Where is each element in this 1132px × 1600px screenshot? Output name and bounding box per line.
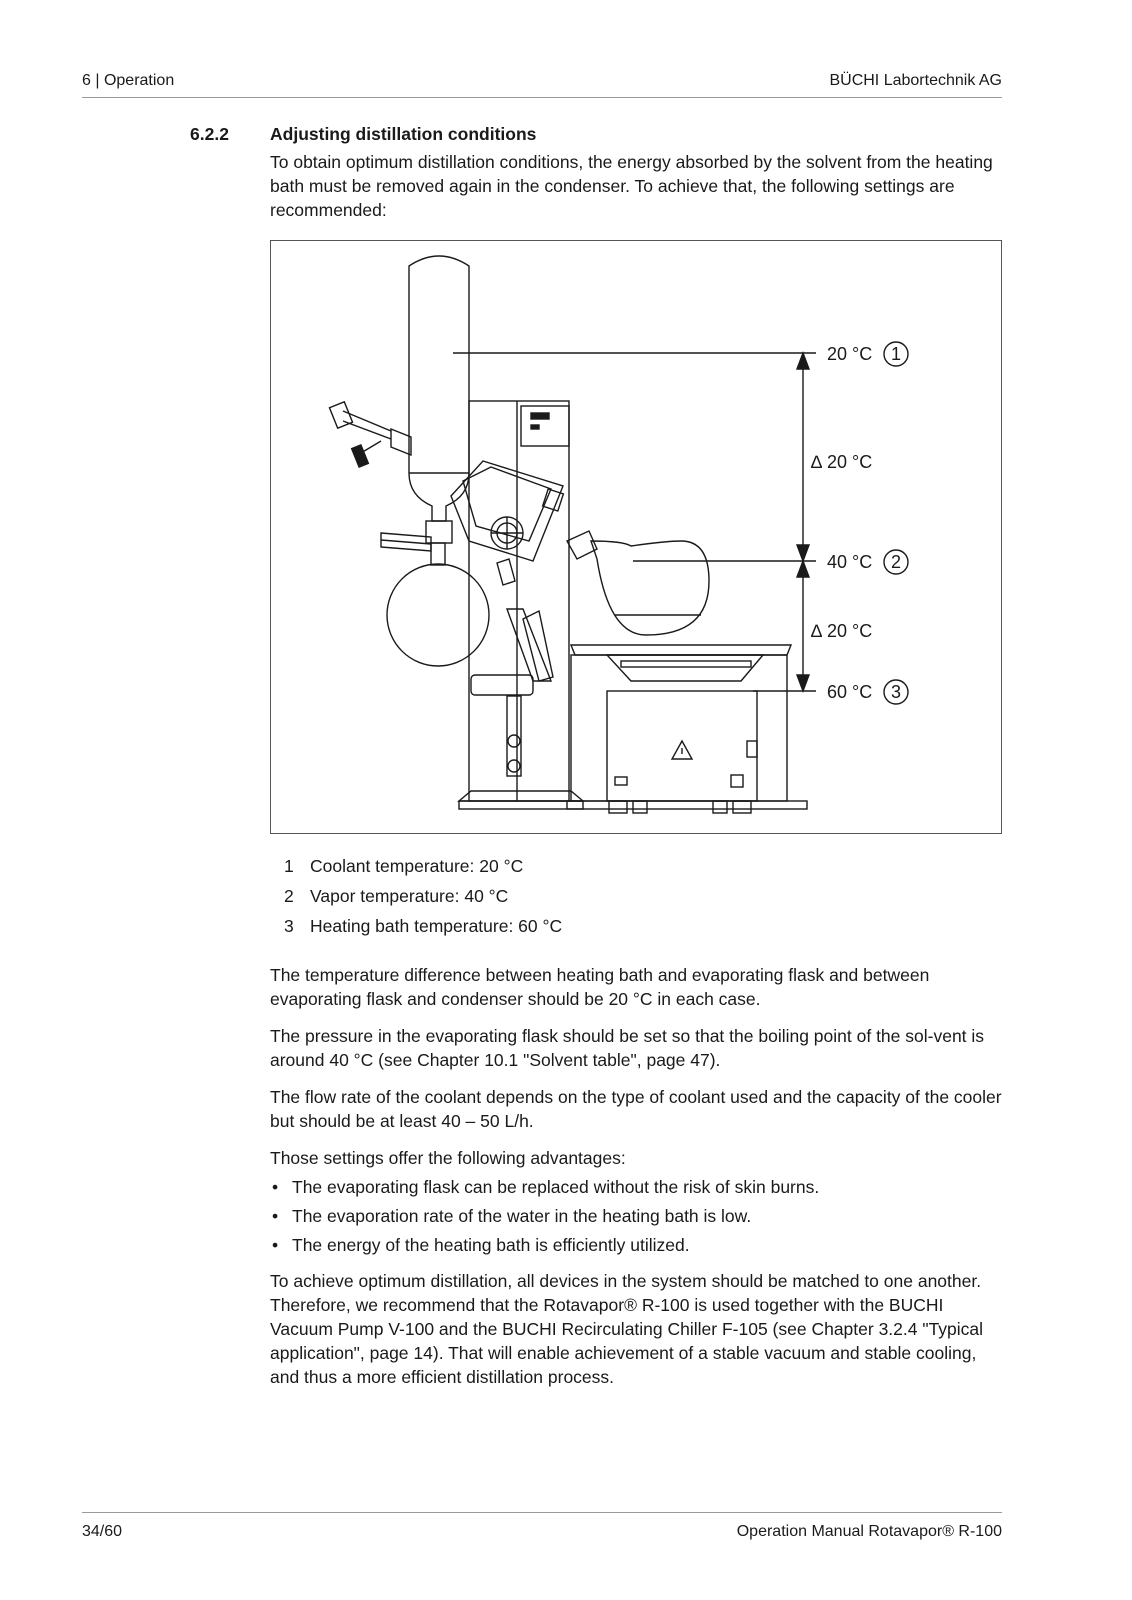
closing-paragraph <box>270 1269 1002 1389</box>
list-item: • The evaporating flask can be replaced without the risk of skin burns. <box>270 1175 1002 1199</box>
legend-num: 3 <box>284 916 294 936</box>
legend-text: Coolant temperature: 20 °C <box>310 856 524 876</box>
intro-text: To obtain optimum distillation conditions, the energy absorbed by the solvent from the heating bath must be removed again in the condenser. To achieve that, the following settings are recommended: <box>270 152 993 220</box>
body-paragraph <box>270 1146 1002 1170</box>
legend-item <box>284 886 508 907</box>
section-number: 6.2.2 <box>190 124 229 144</box>
label-delta-upper: ∆ 20 °C <box>811 452 873 472</box>
legend-num: 2 <box>284 886 294 906</box>
legend-text: Vapor temperature: 40 °C <box>310 886 509 906</box>
label-bath-temp: 60 °C <box>827 682 873 702</box>
paragraph-text: Those settings offer the following advantages: <box>270 1148 626 1168</box>
legend-num: 1 <box>284 856 294 876</box>
callout-1: 1 <box>890 344 902 364</box>
receiving-flask-drawing <box>381 533 489 666</box>
rotavapor-figure <box>270 240 1002 834</box>
list-item: • The energy of the heating bath is efficiently utilized. <box>270 1233 1002 1257</box>
page-header <box>82 69 1002 98</box>
page-number: 34/60 <box>82 1523 123 1540</box>
paragraph-text: The flow rate of the coolant depends on the type of coolant used and the capacity of the cooler but should be at least 40 – 50 L/h. <box>270 1087 1002 1131</box>
stand-drawing <box>459 401 583 809</box>
legend-item <box>284 856 523 877</box>
label-vapor-temp: 40 °C <box>827 552 873 572</box>
body-paragraph <box>270 1024 1002 1072</box>
header-chapter: 6 | Operation <box>82 72 175 89</box>
footer-manual-title: Operation Manual Rotavapor® R-100 <box>736 1523 1002 1540</box>
header-company: BÜCHI Labortechnik AG <box>829 72 1002 89</box>
label-coolant-temp: 20 °C <box>827 344 873 364</box>
heating-bath-drawing <box>567 645 807 813</box>
legend-item <box>284 916 562 937</box>
body-paragraph <box>270 1085 1002 1133</box>
callout-3: 3 <box>890 682 902 702</box>
paragraph-text: The pressure in the evaporating flask should be set so that the boiling point of the sol-vent is around 40 °C (see Chapter 10.1 "Solvent table", page 47). <box>270 1026 985 1070</box>
callout-2: 2 <box>890 552 902 572</box>
intro-paragraph <box>270 150 1002 222</box>
section-title: Adjusting distillation conditions <box>270 124 537 144</box>
evaporating-flask-drawing <box>567 531 709 635</box>
advantages-list <box>270 1175 1002 1262</box>
rotavapor-drawing <box>271 241 1001 833</box>
paragraph-text: To achieve optimum distillation, all devices in the system should be matched to one another. Therefore, we recommend that the Rotavapor® R-100 is used together with the BUCHI Vacuum Pump V-100 and the BUCHI Recirculating Chiller F-105 (see Chapter 3.2.4 "Typical application", page 14). That will enable achievement of a stable vacuum and stable cooling, and thus a more efficient distillation process. <box>270 1271 984 1387</box>
paragraph-text: The temperature difference between heating bath and evaporating flask and between evaporating flask and condenser should be 20 °C in each case. <box>270 965 930 1009</box>
list-item: • The evaporation rate of the water in the heating bath is low. <box>270 1204 1002 1228</box>
label-delta-lower: ∆ 20 °C <box>811 621 873 641</box>
body-paragraph <box>270 963 1002 1011</box>
legend-text: Heating bath temperature: 60 °C <box>310 916 563 936</box>
condenser-drawing <box>329 256 469 543</box>
page-footer <box>82 1512 1002 1543</box>
